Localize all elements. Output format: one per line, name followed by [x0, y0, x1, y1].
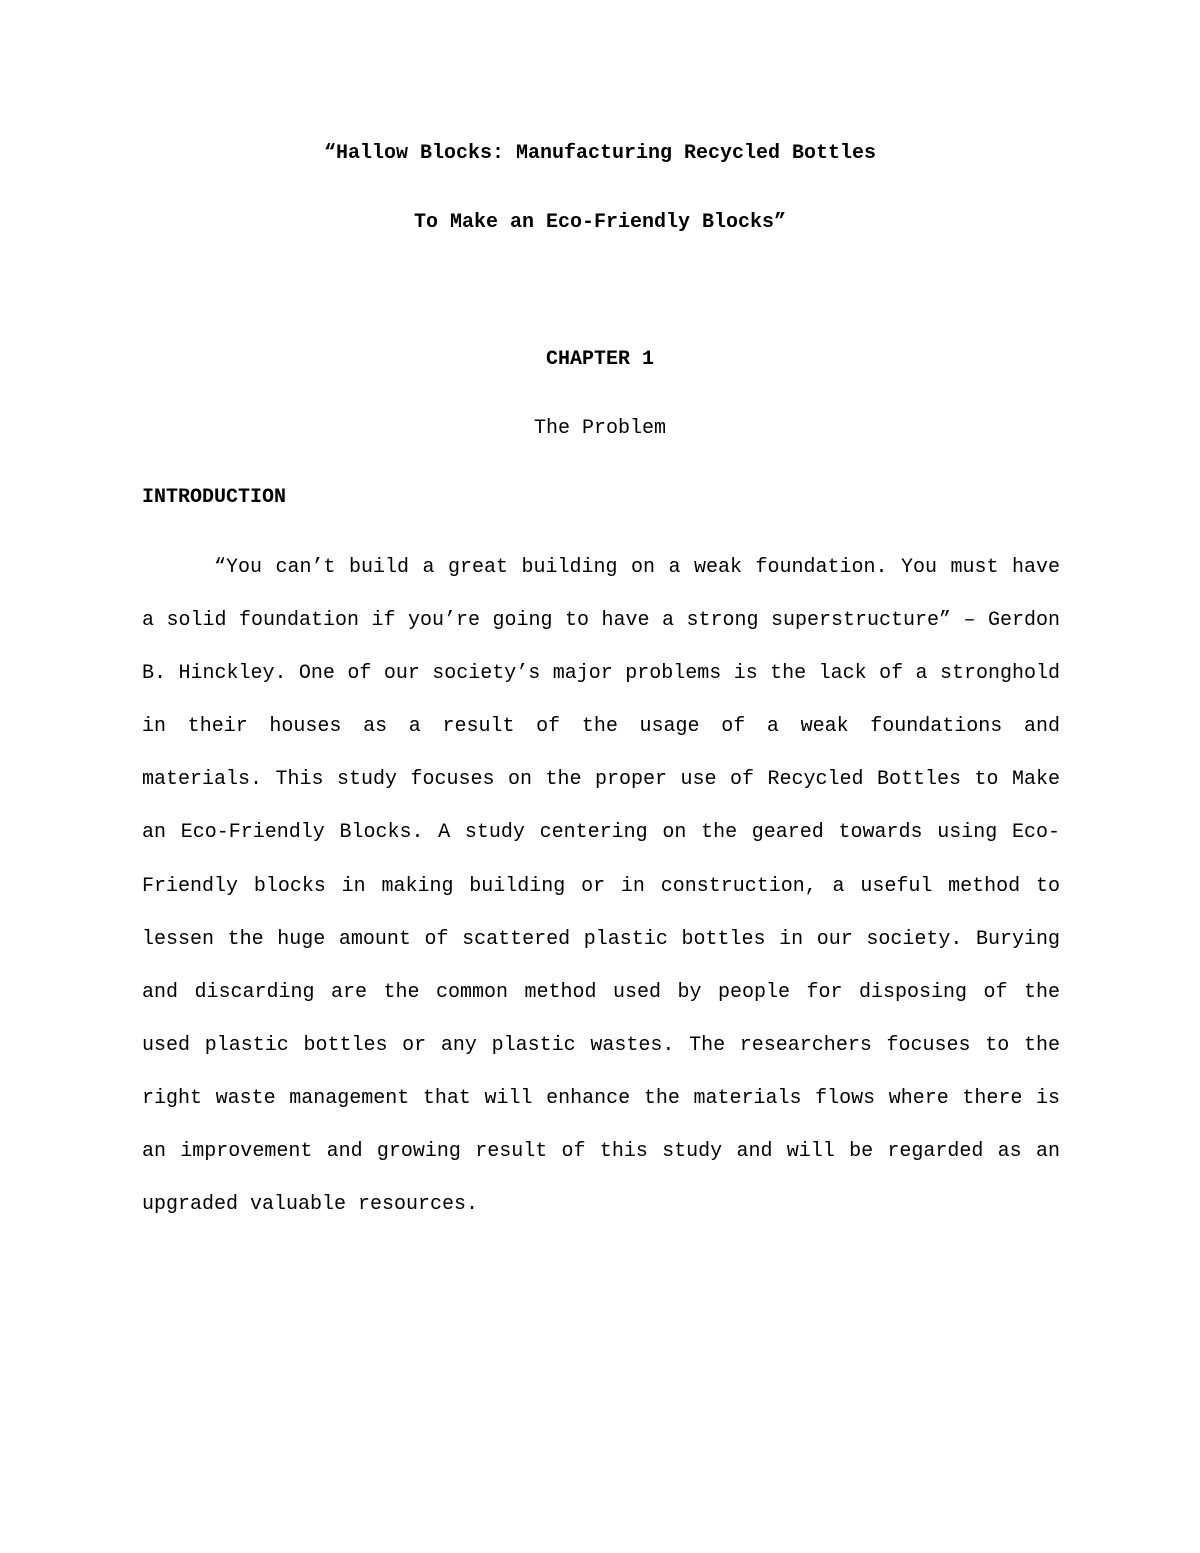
- introduction-paragraph: “You can’t build a great building on a weak foundation. You must have a solid foundation if you’re going to have a strong superstructure” – Gerdon B. Hinckley. One of our society’s major problems is the lack of a stronghold in their houses as a result of the usage of a weak foundations and materials. This study focuses on the proper use of Recycled Bottles to Make an Eco-Friendly Blocks. A study centering on the geared towards using Eco-Friendly blocks in making building or in construction, a useful method to lessen the huge amount of scattered plastic bottles in our society. Burying and discarding are the common method used by people for disposing of the used plastic bottles or any plastic wastes. The researchers focuses to the right waste management that will enhance the materials flows where there is an improvement and growing result of this study and will be regarded as an upgraded valuable resources.: [142, 556, 1060, 1217]
- document-title-line-1: “Hallow Blocks: Manufacturing Recycled Bottles: [323, 142, 877, 165]
- chapter-heading: CHAPTER 1: [545, 348, 655, 371]
- document-title-line-2: To Make an Eco-Friendly Blocks”: [413, 211, 787, 234]
- section-heading-introduction: INTRODUCTION: [142, 486, 287, 509]
- chapter-subtitle: The Problem: [533, 417, 667, 440]
